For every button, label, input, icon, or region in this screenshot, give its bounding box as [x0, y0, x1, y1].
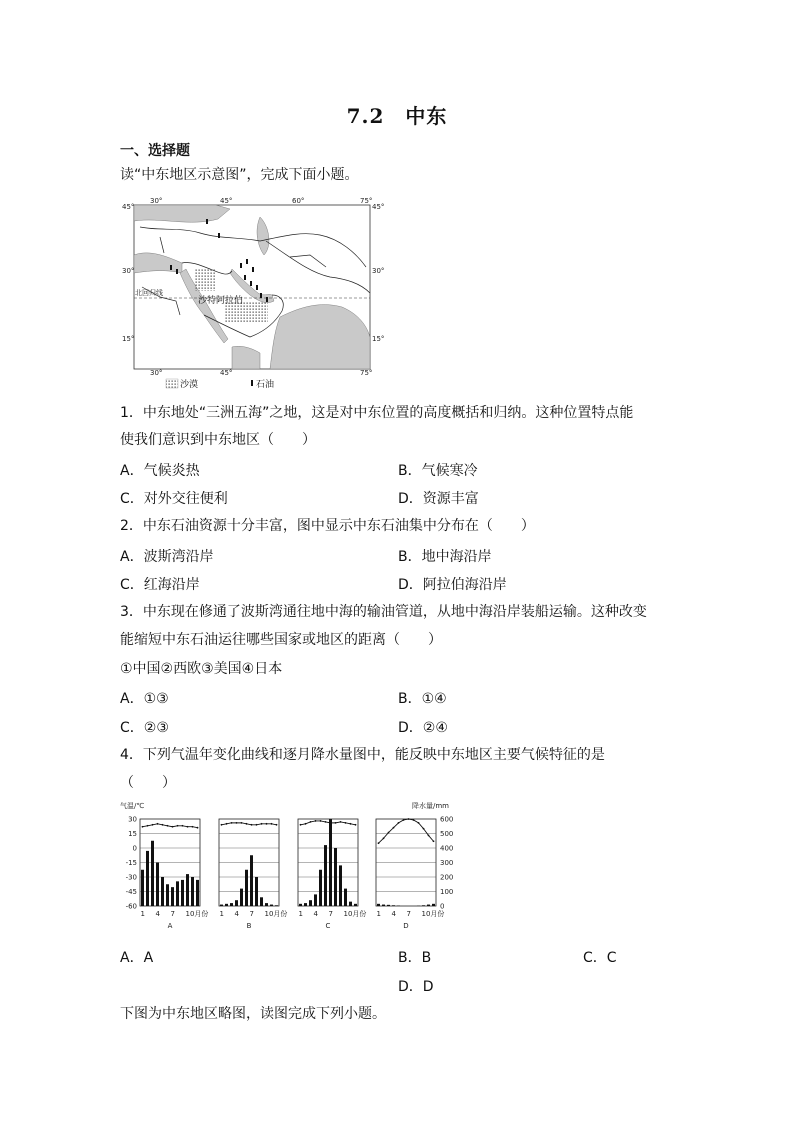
q3-option-b[interactable]: B．①④ — [398, 691, 447, 707]
precip-bar — [299, 904, 302, 906]
lat-label: 15° — [122, 335, 135, 343]
precip-bar — [349, 902, 352, 906]
lon-label: 75° — [360, 369, 373, 377]
precip-bar — [319, 870, 322, 906]
precip-bar — [382, 905, 385, 906]
question-4-stem: 4．下列气温年变化曲线和逐月降水量图中，能反映中东地区主要气候特征的是 — [120, 747, 605, 763]
precip-bar — [225, 904, 228, 906]
x-tick-label: 10月份 — [421, 910, 445, 918]
closing-text: 下图为中东地区略图，读图完成下列小题。 — [120, 1006, 386, 1022]
panel-label: C — [325, 922, 331, 930]
temp-point — [226, 823, 228, 825]
x-tick-label: 1 — [376, 910, 381, 918]
precip-bar — [354, 904, 357, 906]
question-3-sub: ①中国②西欧③美国④日本 — [120, 661, 283, 677]
x-tick-label: 10月份 — [264, 910, 288, 918]
x-tick-label: 10月份 — [185, 910, 209, 918]
question-1-stem: 使我们意识到中东地区（ ） — [120, 432, 316, 448]
lon-label: 45° — [220, 197, 233, 205]
lat-label: 45° — [122, 203, 135, 211]
question-2-stem: 2．中东石油资源十分丰富，图中显示中东石油集中分布在（ ） — [120, 518, 535, 534]
precip-bar — [151, 841, 154, 906]
oil-legend-icon — [251, 380, 253, 386]
precip-bar — [432, 904, 435, 906]
precip-bar — [255, 877, 258, 906]
precip-bar — [166, 884, 169, 906]
temp-tick-label: -15 — [125, 859, 137, 867]
q1-option-d[interactable]: D．资源丰富 — [398, 491, 479, 507]
panel-label: B — [246, 922, 252, 930]
temp-point — [418, 822, 420, 824]
precip-bar — [161, 877, 164, 906]
q1-option-a[interactable]: A．气候炎热 — [120, 463, 200, 479]
q3-option-d[interactable]: D．②④ — [398, 720, 448, 736]
q3-option-a[interactable]: A．①③ — [120, 691, 169, 707]
temp-tick-label: 15 — [128, 830, 137, 838]
question-4-stem: （ ） — [120, 775, 176, 791]
climate-charts — [118, 799, 470, 936]
q3-option-c[interactable]: C．②③ — [120, 720, 169, 736]
x-tick-label: 4 — [155, 910, 160, 918]
temp-tick-label: -30 — [125, 873, 137, 882]
lon-label: 45° — [220, 369, 233, 377]
temp-point — [266, 823, 268, 825]
intro-text: 读“中东地区示意图”，完成下面小题。 — [120, 167, 359, 183]
precip-bar — [334, 848, 337, 906]
panel-label: A — [167, 922, 173, 930]
temp-tick-label: -60 — [125, 902, 137, 911]
precip-bar — [324, 845, 327, 906]
precip-bar — [309, 900, 312, 906]
temp-point — [408, 818, 410, 820]
temp-point — [383, 837, 385, 839]
precip-tick-label: 200 — [440, 873, 454, 882]
temp-point — [162, 824, 164, 826]
precip-bar — [156, 863, 159, 907]
precip-tick-label: 300 — [440, 859, 454, 867]
temp-point — [261, 823, 263, 825]
panel-label: D — [403, 922, 409, 930]
lon-label: 30° — [150, 369, 163, 377]
temp-point — [236, 822, 238, 824]
precip-tick-label: 600 — [440, 815, 454, 824]
precip-bar — [146, 851, 149, 906]
temp-point — [172, 826, 174, 828]
precip-tick-label: 100 — [440, 888, 454, 896]
precip-bar — [387, 905, 390, 906]
temp-point — [177, 825, 179, 827]
q2-option-a[interactable]: A．波斯湾沿岸 — [120, 549, 214, 565]
temp-point — [276, 824, 278, 826]
q1-option-b[interactable]: B．气候寒冷 — [398, 463, 478, 479]
precip-bar — [377, 904, 380, 906]
precip-bar — [344, 889, 347, 906]
temp-point — [345, 822, 347, 824]
temp-point — [340, 821, 342, 823]
temp-point — [231, 822, 233, 824]
precip-bar — [270, 905, 273, 906]
temp-point — [325, 821, 327, 823]
precip-bar — [265, 903, 268, 906]
temp-point — [310, 821, 312, 823]
x-tick-label: 4 — [391, 910, 396, 918]
precip-bar — [339, 865, 342, 906]
temp-point — [197, 827, 199, 829]
precip-bar — [275, 905, 278, 906]
precip-bar — [329, 819, 332, 906]
temp-point — [428, 835, 430, 837]
precip-bar — [235, 900, 238, 906]
temp-point — [393, 827, 395, 829]
tropic-label: 北回归线 — [135, 289, 163, 297]
precip-bar — [245, 870, 248, 906]
x-tick-label: 10月份 — [343, 910, 367, 918]
question-3-stem: 能缩短中东石油运往哪些国家或地区的距离（ ） — [120, 632, 442, 648]
temp-point — [398, 822, 400, 824]
precip-bar — [422, 905, 425, 906]
desert-legend-swatch — [166, 379, 178, 388]
temp-point — [378, 842, 380, 844]
temp-tick-label: -45 — [125, 888, 137, 896]
x-tick-label: 4 — [234, 910, 239, 918]
precip-bar — [260, 897, 263, 906]
temp-point — [330, 822, 332, 824]
precip-bar — [392, 905, 395, 906]
x-tick-label: 1 — [219, 910, 224, 918]
temp-point — [182, 825, 184, 827]
q4-option-c[interactable]: C．C — [583, 950, 617, 966]
temp-point — [433, 840, 435, 842]
lat-label: 30° — [372, 267, 385, 275]
q1-option-c[interactable]: C．对外交往便利 — [120, 491, 228, 507]
precip-bar — [230, 903, 233, 906]
section-heading: 一、选择题 — [120, 143, 190, 159]
temp-point — [320, 820, 322, 822]
temp-point — [157, 823, 159, 825]
temp-point — [335, 822, 337, 824]
middle-east-map — [120, 197, 386, 393]
precip-bar — [427, 905, 430, 906]
lat-label: 30° — [122, 267, 135, 275]
precip-tick-label: 400 — [440, 844, 454, 853]
lon-label: 75° — [360, 197, 373, 205]
precip-bar — [314, 894, 317, 906]
saudi-label: 沙特阿拉伯 — [198, 296, 244, 306]
temp-point — [187, 826, 189, 828]
temp-point — [388, 832, 390, 834]
q4-option-a[interactable]: A．A — [120, 950, 154, 966]
x-tick-label: 7 — [249, 910, 254, 918]
q4-option-d[interactable]: D．D — [398, 979, 434, 995]
temp-point — [413, 819, 415, 821]
precip-tick-label: 500 — [440, 830, 454, 838]
lat-label: 15° — [372, 335, 385, 343]
q2-option-d[interactable]: D．阿拉伯海沿岸 — [398, 577, 507, 593]
temp-point — [423, 828, 425, 830]
question-1-stem: 1．中东地处“三洲五海”之地，这是对中东位置的高度概括和归纳。这种位置特点能 — [120, 405, 634, 421]
temp-point — [221, 824, 223, 826]
temp-point — [152, 824, 154, 826]
precip-bar — [171, 887, 174, 906]
temp-point — [241, 822, 243, 824]
question-3-stem: 3．中东现在修通了波斯湾通往地中海的输油管道，从地中海沿岸装船运输。这种改变 — [120, 604, 647, 620]
precip-bar — [186, 874, 189, 906]
temp-point — [142, 826, 144, 828]
q2-option-b[interactable]: B．地中海沿岸 — [398, 549, 492, 565]
temp-point — [271, 823, 273, 825]
temp-point — [251, 824, 253, 826]
precip-tick-label: 0 — [440, 902, 445, 911]
temp-point — [305, 823, 307, 825]
x-tick-label: 7 — [328, 910, 333, 918]
temp-tick-label: 0 — [132, 844, 137, 853]
temp-point — [350, 823, 352, 825]
temp-tick-label: 30 — [128, 815, 137, 824]
lon-label: 60° — [292, 197, 305, 205]
temp-point — [167, 825, 169, 827]
temp-axis-label: 气温/℃ — [120, 802, 145, 810]
q2-option-c[interactable]: C．红海沿岸 — [120, 577, 200, 593]
desert-area — [194, 269, 216, 291]
x-tick-label: 4 — [313, 910, 318, 918]
temp-point — [192, 826, 194, 828]
x-tick-label: 7 — [170, 910, 175, 918]
precip-bar — [250, 855, 253, 906]
legend-oil-label: 石油 — [256, 380, 275, 390]
temp-point — [315, 820, 317, 822]
temp-point — [355, 824, 357, 826]
temp-point — [256, 824, 258, 826]
temp-point — [147, 825, 149, 827]
q4-option-b[interactable]: B．B — [398, 950, 432, 966]
precip-bar — [176, 881, 179, 906]
lon-label: 30° — [150, 197, 163, 205]
temp-point — [403, 819, 405, 821]
precip-bar — [191, 877, 194, 906]
precip-bar — [196, 880, 199, 906]
precip-bar — [240, 889, 243, 906]
legend-desert-label: 沙漠 — [180, 380, 199, 390]
precip-bar — [181, 880, 184, 906]
lat-label: 45° — [372, 203, 385, 211]
precip-axis-label: 降水量/mm — [412, 802, 449, 810]
x-tick-label: 7 — [406, 910, 411, 918]
temp-point — [300, 824, 302, 826]
precip-bar — [304, 903, 307, 906]
temp-point — [246, 823, 248, 825]
precip-bar — [141, 870, 144, 906]
x-tick-label: 1 — [140, 910, 145, 918]
precip-bar — [220, 905, 223, 906]
page-title: 7.2 中东 — [346, 104, 448, 128]
x-tick-label: 1 — [298, 910, 303, 918]
